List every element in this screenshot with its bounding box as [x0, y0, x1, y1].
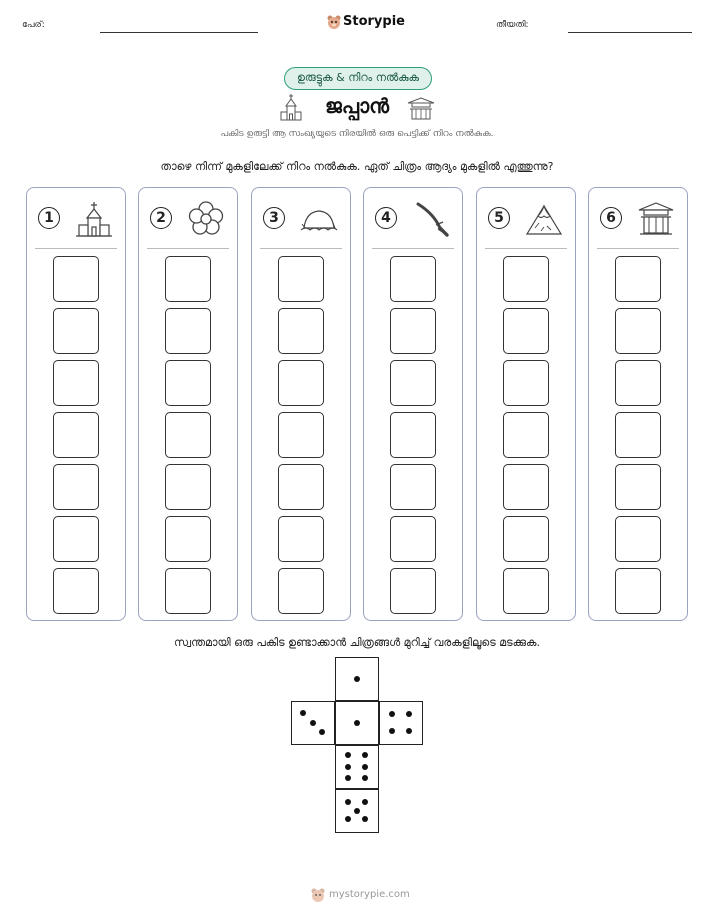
- footer-url[interactable]: mystorypie.com: [329, 889, 410, 900]
- date-field[interactable]: [568, 32, 692, 33]
- die-pip: [389, 728, 395, 734]
- column-divider: [485, 248, 567, 249]
- color-box[interactable]: [278, 412, 324, 458]
- color-box[interactable]: [390, 360, 436, 406]
- color-box[interactable]: [390, 256, 436, 302]
- bear-logo-icon: [310, 887, 326, 903]
- color-box[interactable]: [615, 412, 661, 458]
- flower-icon: [187, 200, 225, 238]
- die-face-1: [335, 701, 379, 745]
- die-pip: [362, 752, 368, 758]
- color-box[interactable]: [615, 464, 661, 510]
- die-pip: [300, 710, 306, 716]
- color-box[interactable]: [503, 464, 549, 510]
- color-box[interactable]: [165, 360, 211, 406]
- page-title: ജപ്പാൻ: [325, 94, 389, 118]
- color-box[interactable]: [503, 412, 549, 458]
- die-face-3: [291, 701, 335, 745]
- column-divider: [597, 248, 679, 249]
- color-box[interactable]: [615, 568, 661, 614]
- mountain-icon: [525, 200, 563, 238]
- color-box[interactable]: [278, 568, 324, 614]
- color-box[interactable]: [278, 360, 324, 406]
- column-4: [363, 187, 463, 621]
- die-pip: [389, 711, 395, 717]
- die-pip: [345, 816, 351, 822]
- column-divider: [147, 248, 229, 249]
- column-number: 3: [263, 207, 285, 229]
- column-divider: [35, 248, 117, 249]
- column-5: [476, 187, 576, 621]
- color-box[interactable]: [278, 516, 324, 562]
- color-box[interactable]: [390, 464, 436, 510]
- date-label: തീയതി:: [496, 20, 529, 30]
- die-pip: [345, 752, 351, 758]
- name-field[interactable]: [100, 32, 258, 33]
- color-box[interactable]: [165, 256, 211, 302]
- column-number: 1: [38, 207, 60, 229]
- color-box[interactable]: [278, 308, 324, 354]
- dice-instruction: സ്വന്തമായി ഒരു പകിട ഉണ്ടാക്കാൻ ചിത്രങ്ങൾ മുറിച്ച് വരകളിലൂടെ മടക്കുക.: [174, 636, 540, 649]
- color-box[interactable]: [615, 256, 661, 302]
- die-pip: [406, 728, 412, 734]
- column-divider: [372, 248, 454, 249]
- footer: [310, 887, 410, 905]
- die-pip: [319, 729, 325, 735]
- color-box[interactable]: [53, 568, 99, 614]
- color-box[interactable]: [165, 464, 211, 510]
- color-box[interactable]: [53, 412, 99, 458]
- color-box[interactable]: [390, 308, 436, 354]
- color-box[interactable]: [165, 516, 211, 562]
- die-pip: [362, 799, 368, 805]
- die-pip: [362, 764, 368, 770]
- name-label: പേര്:: [22, 20, 45, 30]
- column-2: [138, 187, 238, 621]
- die-pip: [362, 816, 368, 822]
- die-pip: [354, 808, 360, 814]
- color-box[interactable]: [503, 568, 549, 614]
- column-6: [588, 187, 688, 621]
- church-icon: [75, 200, 113, 238]
- color-box[interactable]: [53, 256, 99, 302]
- color-box[interactable]: [390, 412, 436, 458]
- instruction: താഴെ നിന്ന് മുകളിലേക്ക് നിറം നൽകുക. ഏത് ചിത്രം ആദ്യം മുകളിൽ എത്തുന്നു?: [160, 160, 554, 173]
- color-box[interactable]: [53, 360, 99, 406]
- die-pip: [345, 799, 351, 805]
- color-box[interactable]: [165, 568, 211, 614]
- activity-badge: ഉരുട്ടുക & നിറം നൽകുക: [284, 67, 432, 90]
- die-pip: [406, 711, 412, 717]
- color-box[interactable]: [278, 256, 324, 302]
- brand-name: Storypie: [343, 14, 405, 29]
- sword-icon: [412, 200, 450, 238]
- brand-logo: [326, 13, 405, 33]
- column-number: 4: [375, 207, 397, 229]
- die-pip: [354, 676, 360, 682]
- die-pip: [362, 775, 368, 781]
- die-pip: [345, 775, 351, 781]
- die-pip: [310, 720, 316, 726]
- color-box[interactable]: [503, 516, 549, 562]
- subtitle: പകിട ഉരുട്ടി ആ സംഖ്യയുടെ നിരയിൽ ഒരു പെട്ടിക്ക് നിറം നൽകുക.: [220, 129, 494, 139]
- die-face-6: [335, 745, 379, 789]
- die-face-4: [379, 701, 423, 745]
- die-face-1: [335, 657, 379, 701]
- temple-icon: [637, 200, 675, 238]
- color-box[interactable]: [390, 516, 436, 562]
- color-box[interactable]: [165, 308, 211, 354]
- color-box[interactable]: [615, 516, 661, 562]
- die-face-5: [335, 789, 379, 833]
- color-box[interactable]: [53, 516, 99, 562]
- rock-icon: [300, 200, 338, 238]
- column-1: [26, 187, 126, 621]
- die-pip: [354, 720, 360, 726]
- color-box[interactable]: [278, 464, 324, 510]
- column-divider: [260, 248, 342, 249]
- temple-icon: [407, 96, 435, 120]
- color-box[interactable]: [390, 568, 436, 614]
- die-pip: [345, 764, 351, 770]
- color-box[interactable]: [53, 464, 99, 510]
- column-number: 6: [600, 207, 622, 229]
- color-box[interactable]: [615, 308, 661, 354]
- color-box[interactable]: [615, 360, 661, 406]
- column-number: 2: [150, 207, 172, 229]
- color-box[interactable]: [503, 256, 549, 302]
- color-box[interactable]: [165, 412, 211, 458]
- color-box[interactable]: [53, 308, 99, 354]
- column-3: [251, 187, 351, 621]
- column-number: 5: [488, 207, 510, 229]
- color-box[interactable]: [503, 308, 549, 354]
- color-box[interactable]: [503, 360, 549, 406]
- bear-logo-icon: [326, 14, 342, 30]
